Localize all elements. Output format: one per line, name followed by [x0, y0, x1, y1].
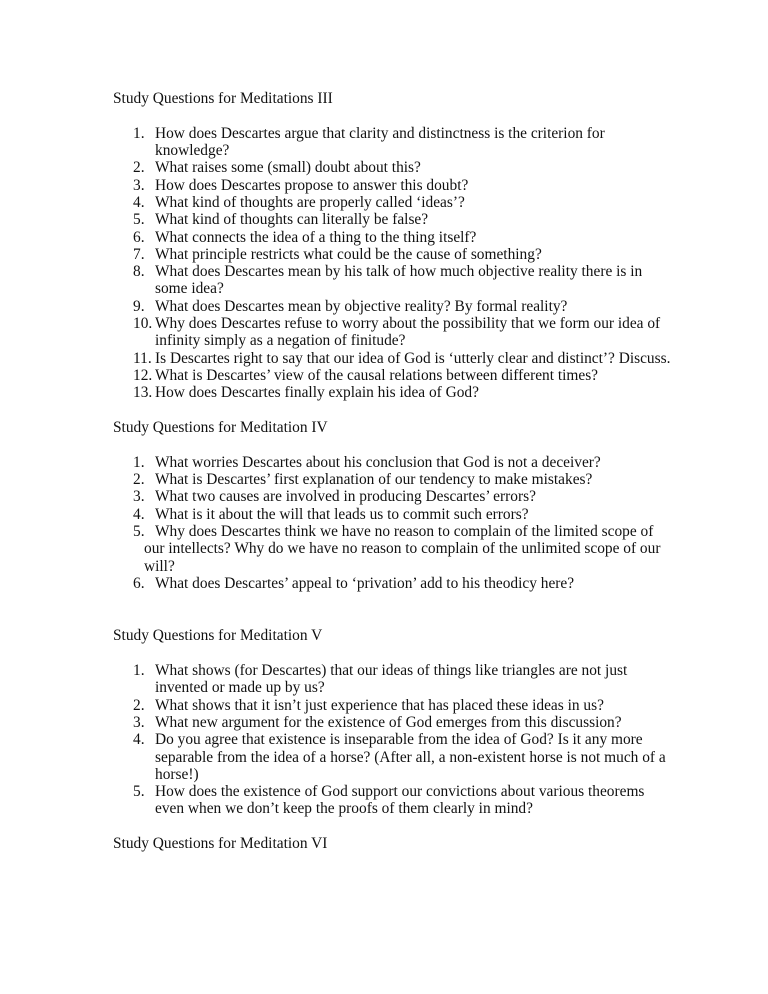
item-text: What is Descartes’ view of the causal relations between different times?	[155, 366, 599, 384]
section-heading: Study Questions for Meditation IV	[113, 419, 328, 437]
section-heading: Study Questions for Meditation V	[113, 627, 323, 645]
list-item	[113, 471, 673, 488]
list-item	[113, 697, 673, 714]
item-number: 5.	[133, 783, 145, 801]
item-number: 2.	[133, 696, 145, 714]
item-text: What does Descartes mean by objective reality? By formal reality?	[155, 297, 568, 315]
item-number: 2.	[133, 159, 145, 177]
list-item	[113, 177, 673, 194]
question-list	[113, 454, 673, 592]
item-text: What does Descartes’ appeal to ‘privation’ add to his theodicy here?	[155, 574, 575, 592]
list-item	[113, 263, 673, 298]
item-text: What kind of thoughts are properly called ‘ideas’?	[155, 193, 465, 211]
item-text: How does Descartes argue that clarity and distinctness is the criterion for knowledge?	[155, 124, 605, 160]
list-item	[113, 211, 673, 228]
item-number: 6.	[133, 574, 145, 592]
list-item	[113, 384, 673, 401]
item-number: 3.	[133, 713, 145, 731]
question-list	[113, 662, 673, 818]
item-number: 1.	[133, 662, 145, 680]
list-item	[113, 488, 673, 505]
item-text: How does Descartes propose to answer this doubt?	[155, 176, 469, 194]
item-number: 4.	[133, 731, 145, 749]
list-item	[113, 714, 673, 731]
item-number: 2.	[133, 471, 145, 489]
item-text: What shows that it isn’t just experience that has placed these ideas in us?	[155, 696, 604, 714]
item-number: 4.	[133, 505, 145, 523]
list-item	[113, 783, 673, 818]
item-number: 1.	[133, 124, 145, 142]
item-number: 5.	[133, 523, 145, 541]
item-number: 10.	[133, 315, 153, 333]
list-item	[113, 506, 673, 523]
item-number: 6.	[133, 228, 145, 246]
item-text: Why does Descartes refuse to worry about the possibility that we form our idea of infinity simply as a negation of finitude?	[155, 315, 661, 350]
list-item	[113, 125, 673, 160]
list-item	[113, 350, 673, 367]
item-number: 8.	[133, 263, 145, 281]
section-heading: Study Questions for Meditation VI	[113, 835, 328, 853]
question-list	[113, 125, 673, 402]
item-text: What is it about the will that leads us to commit such errors?	[155, 505, 529, 523]
item-number: 9.	[133, 297, 145, 315]
item-text: What raises some (small) doubt about this?	[155, 159, 421, 177]
item-text: What two causes are involved in producing Descartes’ errors?	[155, 488, 536, 506]
item-text: How does Descartes finally explain his idea of God?	[155, 384, 479, 402]
list-item	[113, 523, 673, 575]
item-number: 7.	[133, 245, 145, 263]
item-text: What principle restricts what could be the cause of something?	[155, 245, 542, 263]
item-number: 12.	[133, 366, 153, 384]
item-text: Do you agree that existence is inseparable from the idea of God? Is it any more separable from the idea of a horse? (After all, a non-existent horse is not much of a horse!)	[155, 731, 666, 783]
item-text: What worries Descartes about his conclusion that God is not a deceiver?	[155, 453, 601, 471]
item-text: Why does Descartes think we have no reason to complain of the limited scope of our intellects? Why do we have no reason to complain of the unlimited scope of our will?	[144, 523, 661, 575]
item-text: What connects the idea of a thing to the thing itself?	[155, 228, 477, 246]
list-item	[113, 246, 673, 263]
list-item	[113, 731, 673, 783]
item-text: What new argument for the existence of God emerges from this discussion?	[155, 713, 622, 731]
item-text: What is Descartes’ first explanation of our tendency to make mistakes?	[155, 471, 593, 489]
item-number: 4.	[133, 193, 145, 211]
item-text: What does Descartes mean by his talk of how much objective reality there is in some idea?	[155, 263, 643, 298]
item-number: 3.	[133, 488, 145, 506]
list-item	[113, 662, 673, 697]
item-number: 11.	[133, 349, 152, 367]
document-page	[113, 90, 673, 852]
item-text: What shows (for Descartes) that our ideas of things like triangles are not just invented or made up by us?	[155, 662, 628, 697]
item-number: 5.	[133, 211, 145, 229]
list-item	[113, 159, 673, 176]
item-number: 13.	[133, 384, 153, 402]
item-number: 1.	[133, 453, 145, 471]
list-item	[113, 194, 673, 211]
list-item	[113, 229, 673, 246]
section-heading: Study Questions for Meditations III	[113, 90, 333, 107]
item-text: Is Descartes right to say that our idea of God is ‘utterly clear and distinct’? Discuss.	[155, 349, 671, 367]
item-number: 3.	[133, 176, 145, 194]
list-item	[113, 315, 673, 350]
list-item	[113, 575, 673, 592]
list-item	[113, 454, 673, 471]
item-text: What kind of thoughts can literally be false?	[155, 211, 429, 229]
list-item	[113, 298, 673, 315]
item-text: How does the existence of God support our convictions about various theorems even when we don’t keep the proofs of them clearly in mind?	[155, 783, 645, 818]
list-item	[113, 367, 673, 384]
